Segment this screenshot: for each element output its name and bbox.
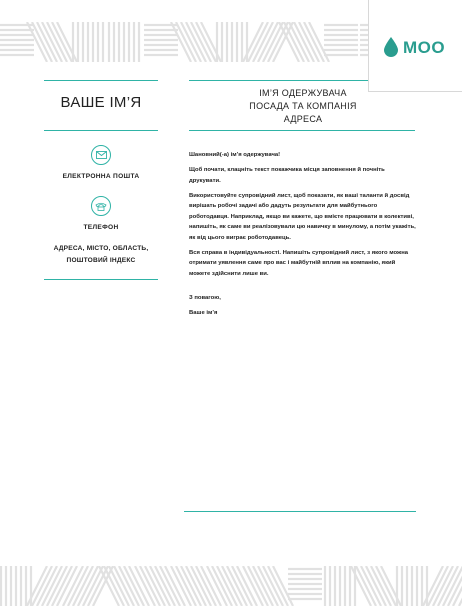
letter-bottom-rule xyxy=(184,511,416,512)
phone-contact-block xyxy=(44,196,158,231)
letter-signature: Ваше ім’я xyxy=(189,310,218,316)
sender-bottom-rule xyxy=(44,279,158,280)
droplet-logo-icon xyxy=(383,36,399,58)
email-contact-block xyxy=(44,145,158,180)
sender-name[interactable]: ВАШЕ ІМ’Я xyxy=(60,94,142,111)
sender-address[interactable] xyxy=(40,243,162,267)
sender-address-line1: АДРЕСА, МІСТО, ОБЛАСТЬ, xyxy=(53,245,149,252)
recipient-name: ІМ’Я ОДЕРЖУВАЧА xyxy=(259,88,347,98)
phone-label[interactable]: ТЕЛЕФОН xyxy=(83,224,119,231)
letter-closing: З повагою, xyxy=(189,295,221,301)
envelope-icon xyxy=(91,145,111,165)
bottom-pattern-band xyxy=(0,566,462,606)
brand-logo-box xyxy=(368,0,462,92)
recipient-block[interactable] xyxy=(190,87,416,126)
sender-name-rule xyxy=(44,130,158,131)
letter-paragraph: Щоб почати, клацніть текст покажчика місця заповнення й почніть друкувати. xyxy=(189,167,385,184)
sender-top-rule xyxy=(44,80,158,81)
letter-paragraph: Використовуйте супровідний лист, щоб показати, як ваші таланти й досвід вирішать робочі задачі або дадуть результати для майбутнього роботодавця. Наприклад, якщо ви кажете, що вмієте працювати в колективі, напишіть, як саме ви реалізовували цю навичку в минулому, а потім укажіть, як від цього виграє роботодавець. xyxy=(189,192,416,241)
letter-paragraph: Вся справа в індивідуальності. Напишіть супровідний лист, з якого можна отримати уявлення саме про вас і майбутній вплив на компанію, який можете здійснити лише ви. xyxy=(189,249,409,277)
recipient-position: ПОСАДА ТА КОМПАНІЯ xyxy=(249,101,357,111)
sender-address-line2: ПОШТОВИЙ ІНДЕКС xyxy=(66,257,136,264)
recipient-address: АДРЕСА xyxy=(283,114,323,124)
letter-greeting: Шановний(-а) ім’я одержувача! xyxy=(189,152,281,158)
letter-body[interactable] xyxy=(189,150,417,323)
recipient-bottom-rule xyxy=(189,130,415,131)
decorative-pattern xyxy=(0,566,462,606)
email-label[interactable]: ЕЛЕКТРОННА ПОШТА xyxy=(62,173,140,180)
telephone-icon xyxy=(91,196,111,216)
recipient-top-rule xyxy=(189,80,368,81)
brand-logo-text: MOO xyxy=(403,38,446,57)
